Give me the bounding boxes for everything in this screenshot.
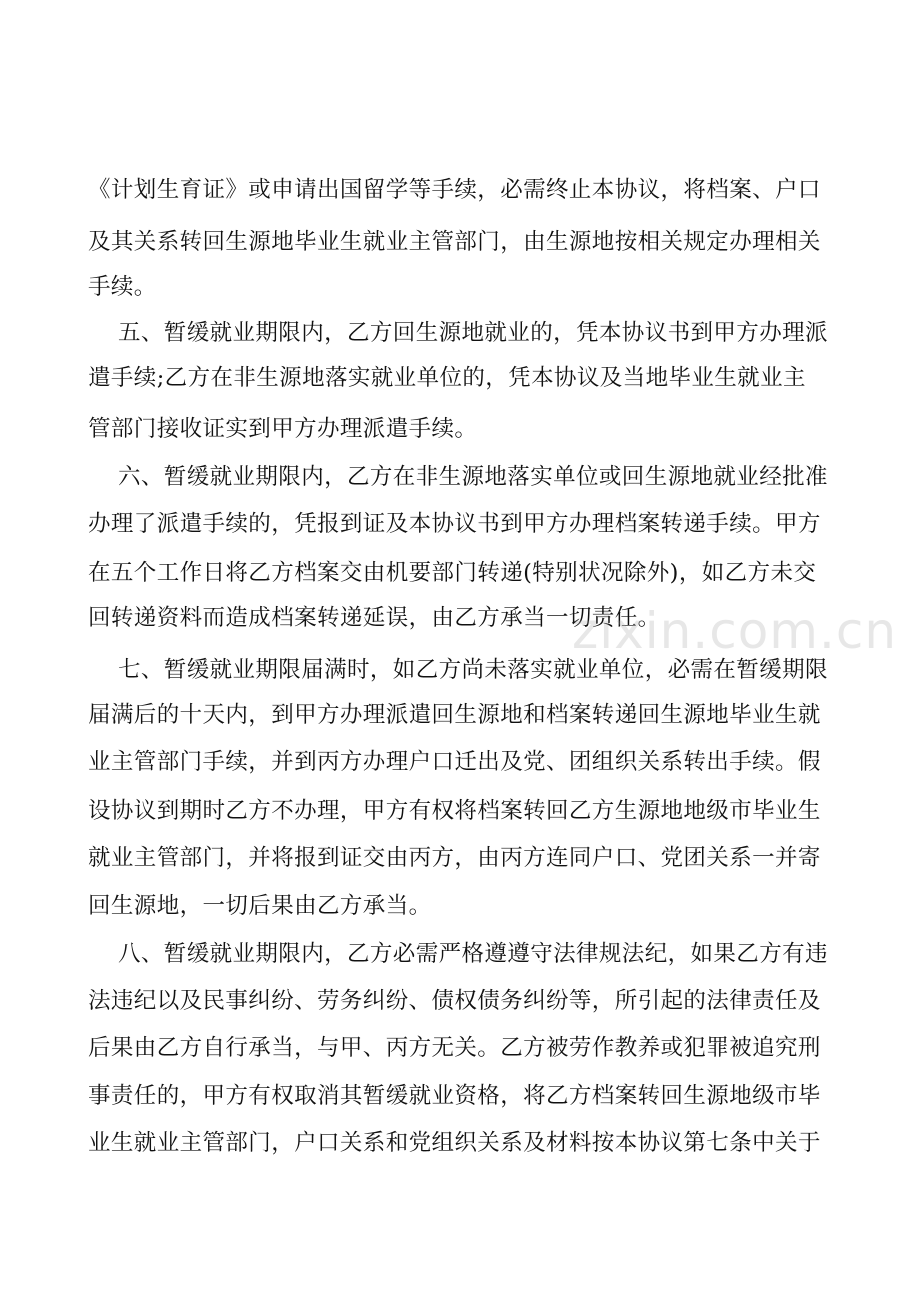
clause-seven-line: 七、暂缓就业期限届满时，如乙方尚未落实就业单位，必需在暂缓期限	[118, 657, 828, 683]
text-line: 法违纪以及民事纠纷、劳务纠纷、债权债务纠纷等，所引起的法律责任及	[88, 988, 821, 1014]
clause-five-line: 五、暂缓就业期限内，乙方回生源地就业的，凭本协议书到甲方办理派	[118, 320, 828, 346]
text-line: 回生源地，一切后果由乙方承当。	[88, 893, 432, 919]
text-line: 管部门接收证实到甲方办理派遣手续。	[88, 416, 478, 442]
text-line: 业主管部门手续，并到丙方办理户口迁出及党、团组织关系转出手续。假	[88, 749, 821, 775]
text-line: 后果由乙方自行承当，与甲、丙方无关。乙方被劳作教养或犯罪被追究刑	[88, 1035, 821, 1061]
text-line: 业生就业主管部门，户口关系和党组织关系及材料按本协议第七条中关于	[88, 1130, 821, 1156]
clause-eight-line: 八、暂缓就业期限内，乙方必需严格遵遵守法律规法纪，如果乙方有违	[118, 941, 828, 967]
watermark: zixin.com.cn	[572, 602, 898, 660]
text-line: 回转递资料而造成档案转递延误，由乙方承当一切责任。	[88, 605, 661, 631]
text-line: 遣手续;乙方在非生源地落实就业单位的，凭本协议及当地毕业生就业主	[88, 365, 806, 391]
text-line: 事责任的，甲方有权取消其暂缓就业资格，将乙方档案转回生源地级市毕	[88, 1083, 821, 1109]
text-line: 办理了派遣手续的，凭报到证及本协议书到甲方办理档案转递手续。甲方	[88, 511, 821, 537]
text-line: 及其关系转回生源地毕业生就业主管部门，由生源地按相关规定办理相关	[88, 229, 821, 255]
text-line: 届满后的十天内，到甲方办理派遣回生源地和档案转递回生源地毕业生就	[88, 702, 821, 728]
text-line: 设协议到期时乙方不办理，甲方有权将档案转回乙方生源地地级市毕业生	[88, 798, 821, 824]
text-line: 《计划生育证》或申请出国留学等手续，必需终止本协议，将档案、户口	[88, 177, 821, 203]
text-line: 手续。	[88, 274, 157, 300]
text-line: 就业主管部门，并将报到证交由丙方，由丙方连同户口、党团关系一并寄	[88, 845, 821, 871]
text-line: 在五个工作日将乙方档案交由机要部门转递(特别状况除外)，如乙方未交	[88, 560, 817, 586]
clause-six-line: 六、暂缓就业期限内，乙方在非生源地落实单位或回生源地就业经批准	[118, 464, 828, 490]
